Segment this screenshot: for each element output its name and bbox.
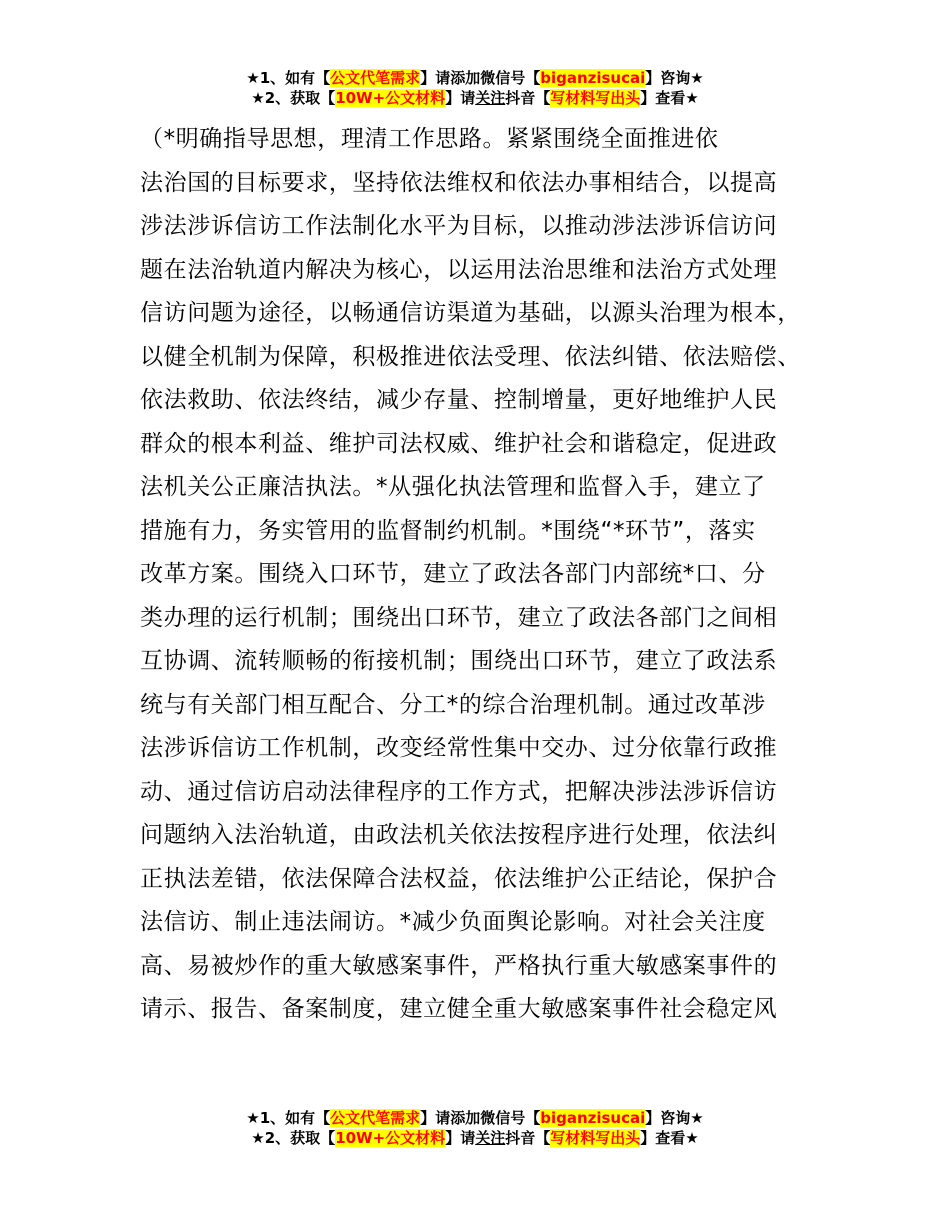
banner-line-2-suffix: 】查看★ (640, 1129, 699, 1147)
document-paragraph (140, 118, 830, 1032)
paragraph-line: 类办理的运行机制；围绕出口环节，建立了政法各部门之间相 (140, 604, 778, 631)
banner-line-2-prefix: ★2、获取【 (251, 1129, 336, 1147)
banner-line-1-prefix: ★1、如有【 (246, 1109, 331, 1127)
banner-line-1 (0, 68, 950, 88)
paragraph-line: 群众的根本利益、维护司法权威、维护社会和谐稳定，促进政 (140, 430, 778, 457)
paragraph-line: 以健全机制为保障，积极推进依法受理、依法纠错、依法赔偿、 (140, 343, 801, 370)
paragraph-line: 统与有关部门相互配合、分工*的综合治理机制。通过改革涉 (140, 691, 766, 718)
banner-line-1-highlight-wechat: biganzisucai (540, 69, 646, 87)
banner-line-1-suffix: 】咨询★ (645, 69, 704, 87)
banner-line-1 (0, 1108, 950, 1128)
paragraph-line: 法机关公正廉洁执法。*从强化执法管理和监督入手，建立了 (140, 474, 766, 500)
paragraph-line: （*明确指导思想，理清工作思路。紧紧围绕全面推进依 (140, 126, 719, 152)
banner-line-1-highlight-service: 公文代笔需求 (330, 69, 421, 87)
banner-line-1-prefix: ★1、如有【 (246, 69, 331, 87)
banner-line-2-middle-b: 抖音【 (505, 1129, 551, 1147)
paragraph-line: 法信访、制止违法闹访。*减少负面舆论影响。对社会关注度 (140, 909, 766, 935)
banner-line-2-underlined: 关注 (475, 1129, 506, 1147)
paragraph-line: 依法救助、依法终结，减少存量、控制增量，更好地维护人民 (140, 387, 778, 413)
banner-line-2-middle-a: 】请 (445, 1129, 476, 1147)
banner-line-2 (0, 1128, 950, 1148)
banner-line-2-highlight-douyin: 写材料写出头 (550, 1129, 641, 1147)
paragraph-line: 法治国的目标要求，坚持依法维权和依法办事相结合，以提高 (140, 169, 778, 196)
banner-line-2 (0, 88, 950, 108)
header-banner (0, 68, 950, 108)
banner-line-1-middle: 】请添加微信号【 (420, 1109, 541, 1127)
paragraph-line: 措施有力，务实管用的监督制约机制。*围绕“*环节”，落实 (140, 517, 756, 544)
banner-line-1-highlight-service: 公文代笔需求 (330, 1109, 421, 1127)
banner-line-1-highlight-wechat: biganzisucai (540, 1109, 646, 1127)
paragraph-line: 题在法治轨道内解决为核心，以运用法治思维和法治方式处理 (140, 256, 778, 283)
banner-line-2-highlight-materials: 10W+公文材料 (335, 89, 446, 107)
paragraph-line: 动、通过信访启动法律程序的工作方式，把解决涉法涉诉信访 (140, 778, 778, 805)
paragraph-line: 正执法差错，依法保障合法权益，依法维护公正结论，保护合 (140, 865, 778, 892)
banner-line-1-suffix: 】咨询★ (645, 1109, 704, 1127)
paragraph-line: 互协调、流转顺畅的衔接机制；围绕出口环节，建立了政法系 (140, 648, 778, 674)
paragraph-line: 法涉诉信访工作机制，改变经常性集中交办、过分依靠行政推 (140, 735, 778, 761)
banner-line-2-prefix: ★2、获取【 (251, 89, 336, 107)
footer-banner (0, 1108, 950, 1148)
banner-line-2-middle-b: 抖音【 (505, 89, 551, 107)
banner-line-2-highlight-materials: 10W+公文材料 (335, 1129, 446, 1147)
banner-line-2-underlined: 关注 (475, 89, 506, 107)
banner-line-2-highlight-douyin: 写材料写出头 (550, 89, 641, 107)
banner-line-1-middle: 】请添加微信号【 (420, 69, 541, 87)
banner-line-2-middle-a: 】请 (445, 89, 476, 107)
paragraph-line: 改革方案。围绕入口环节，建立了政法各部门内部统*口、分 (140, 561, 766, 587)
paragraph-line: 问题纳入法治轨道，由政法机关依法按程序进行处理，依法纠 (140, 822, 778, 848)
banner-line-2-suffix: 】查看★ (640, 89, 699, 107)
paragraph-line: 高、易被炒作的重大敏感案事件，严格执行重大敏感案事件的 (140, 952, 778, 979)
paragraph-line: 请示、报告、备案制度，建立健全重大敏感案事件社会稳定风 (140, 996, 778, 1022)
paragraph-line: 信访问题为途径，以畅通信访渠道为基础，以源头治理为根本， (140, 300, 801, 326)
paragraph-line: 涉法涉诉信访工作法制化水平为目标，以推动涉法涉诉信访问 (140, 213, 778, 239)
